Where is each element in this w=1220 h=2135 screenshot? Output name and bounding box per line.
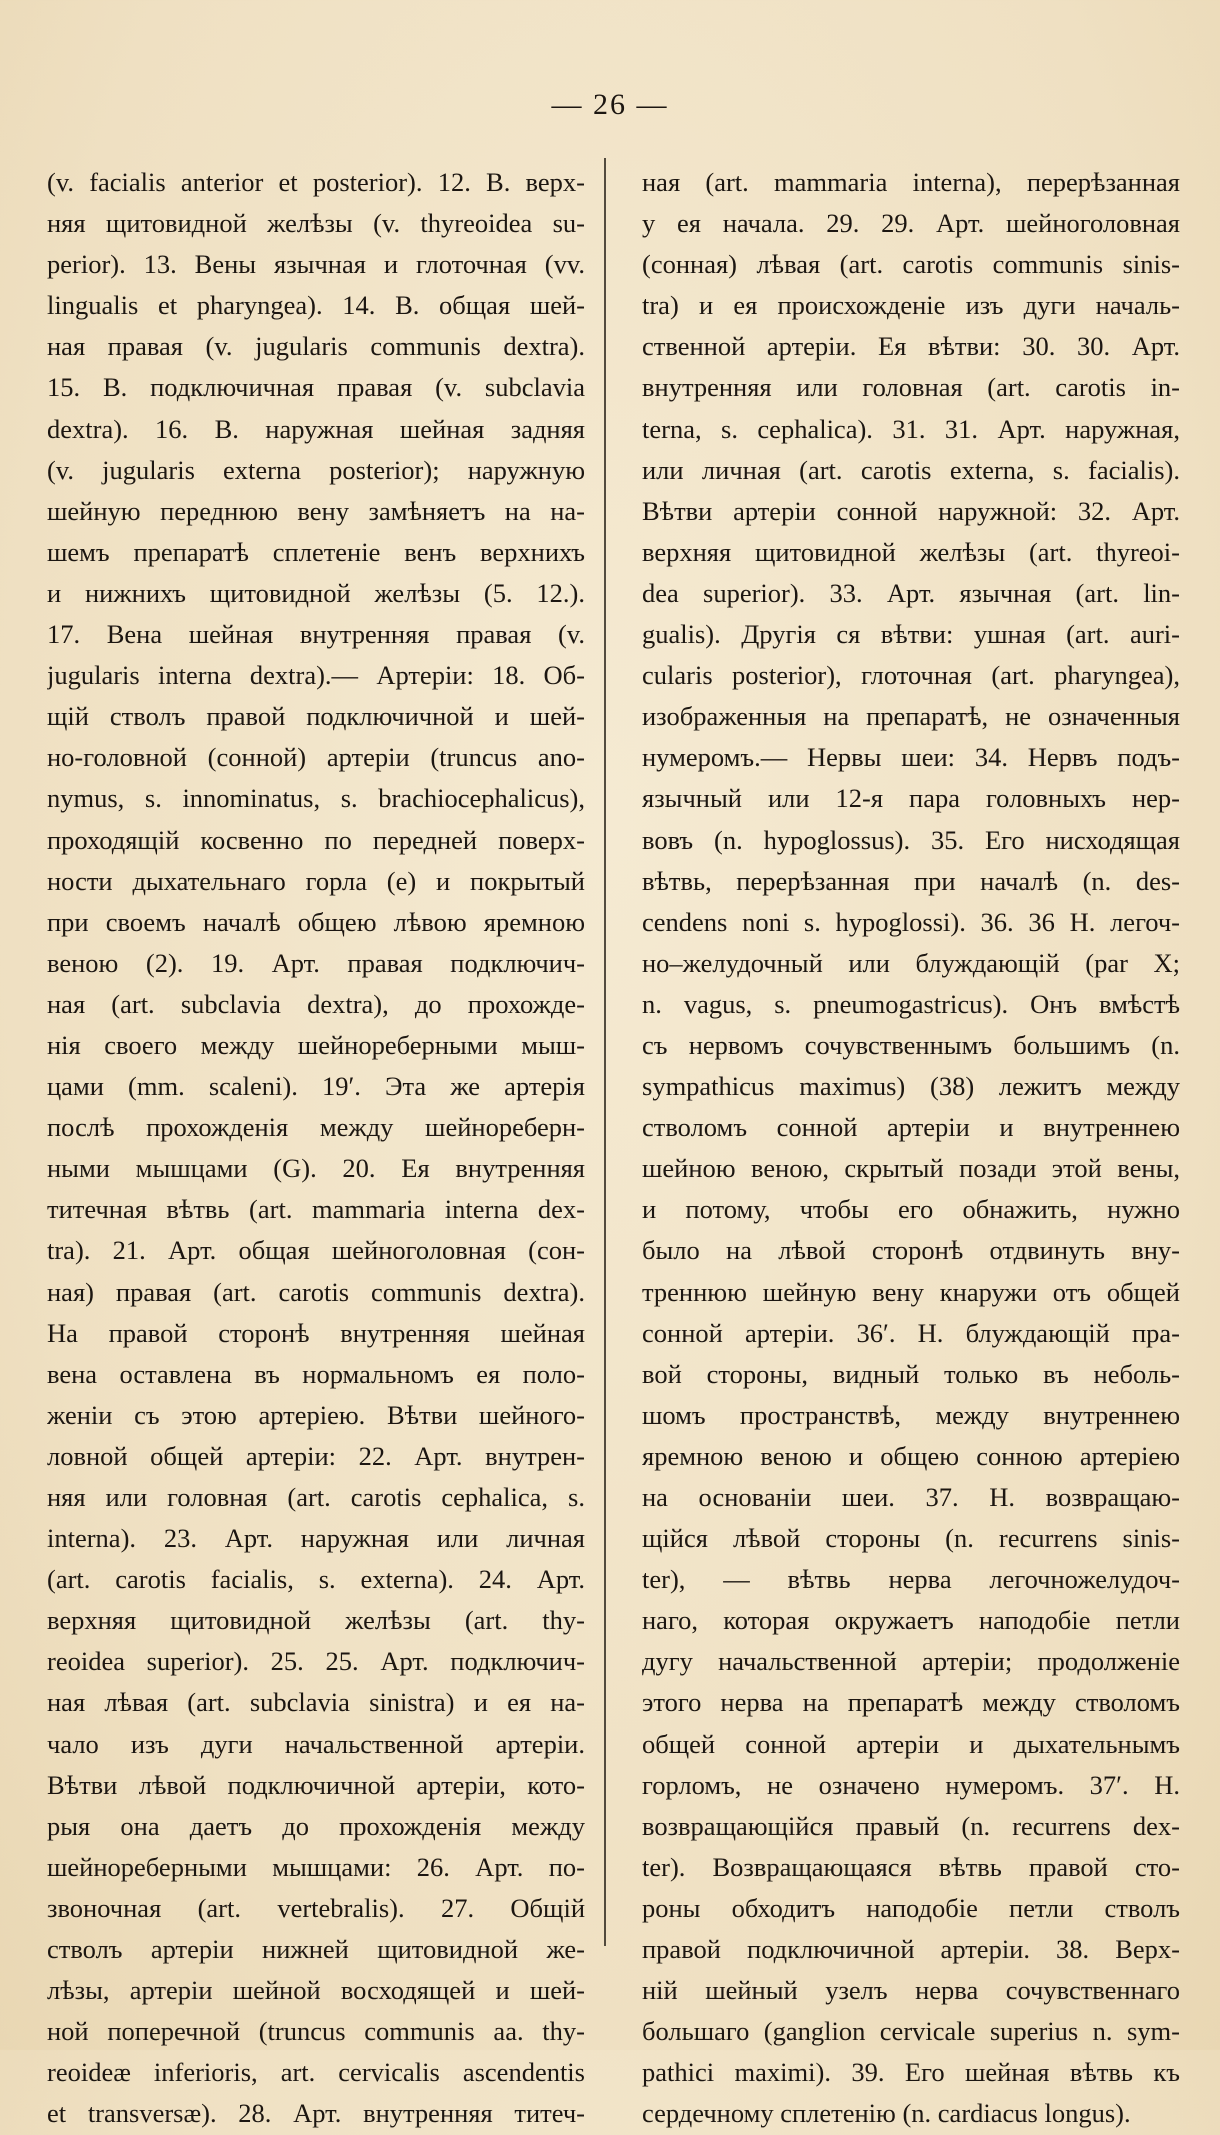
text-line: (v. jugularis externa posterior); наружную bbox=[47, 454, 585, 485]
text-line: проходящій косвенно по передней поверх- bbox=[47, 824, 585, 855]
text-line: reoidea superior). 25. 25. Арт. подключич- bbox=[47, 1646, 585, 1677]
text-line: этого нерва на препаратѣ между стволомъ bbox=[642, 1687, 1180, 1718]
text-line: цами (mm. scaleni). 19′. Эта же артерія bbox=[47, 1071, 585, 1102]
text-line: внутренняя или головная (art. carotis in- bbox=[642, 372, 1180, 403]
text-line: Вѣтви лѣвой подключичной артеріи, кото- bbox=[47, 1769, 585, 1800]
text-line: сонной артеріи. 36′. Н. блуждающій пра- bbox=[642, 1317, 1180, 1348]
text-line: tra) и ея происхожденіе изъ дуги началь- bbox=[642, 290, 1180, 321]
text-line: ній шейный узелъ нерва сочувственнаго bbox=[642, 1975, 1180, 2006]
text-line: ловной общей артеріи: 22. Арт. внутрен- bbox=[47, 1440, 585, 1471]
text-line: ными мышцами (G). 20. Ея внутренняя bbox=[47, 1153, 585, 1184]
text-line: ter). Возвращающаяся вѣтвь правой сто- bbox=[642, 1851, 1180, 1882]
text-line: interna). 23. Арт. наружная или личная bbox=[47, 1523, 585, 1554]
text-line: perior). 13. Вены язычная и глоточная (vv. bbox=[47, 249, 585, 280]
text-line: нія своего между шейнореберными мыш- bbox=[47, 1029, 585, 1060]
text-line: верхняя щитовидной желѣзы (art. thyreoi- bbox=[642, 536, 1180, 567]
text-line: рыя она даетъ до прохожденія между bbox=[47, 1810, 585, 1841]
text-line: общей сонной артеріи и дыхательнымъ bbox=[642, 1728, 1180, 1759]
text-line: вѣтвь, перерѣзанная при началѣ (n. des- bbox=[642, 865, 1180, 896]
text-line: ственной артеріи. Ея вѣтви: 30. 30. Арт. bbox=[642, 331, 1180, 362]
page-number-header: — 26 — bbox=[551, 88, 669, 121]
text-line: шемъ препаратѣ сплетеніе венъ верхнихъ bbox=[47, 536, 585, 567]
text-line: большаго (ganglion cervicale superius n. sym- bbox=[642, 2016, 1180, 2047]
text-line: веною (2). 19. Арт. правая подключич- bbox=[47, 947, 585, 978]
text-line: роны обходитъ наподобіе петли стволъ bbox=[642, 1892, 1180, 1923]
text-line: 15. В. подключичная правая (v. subclavia bbox=[47, 372, 585, 403]
text-line: няя или головная (art. carotis cephalica, s. bbox=[47, 1482, 585, 1512]
text-line: terna, s. cephalica). 31. 31. Арт. наружная, bbox=[642, 413, 1180, 444]
text-line: ter), — вѣтвь нерва легочножелудоч- bbox=[642, 1564, 1180, 1595]
text-line: (сонная) лѣвая (art. carotis communis sinis- bbox=[642, 249, 1180, 280]
text-line: Вѣтви артеріи сонной наружной: 32. Арт. bbox=[642, 495, 1180, 526]
text-line: ная правая (v. jugularis communis dextra). bbox=[47, 331, 585, 362]
text-line: cularis posterior), глоточная (art. pharyngea), bbox=[642, 660, 1180, 691]
text-line: яремною веною и общею сонною артеріею bbox=[642, 1440, 1180, 1471]
text-line: возвращающійся правый (n. recurrens dex- bbox=[642, 1810, 1180, 1841]
text-line: (v. facialis anterior et posterior). 12. В. верх- bbox=[47, 167, 585, 197]
text-line: щійся лѣвой стороны (n. recurrens sinis- bbox=[642, 1523, 1180, 1554]
text-line: вена оставлена въ нормальномъ ея поло- bbox=[47, 1358, 585, 1389]
text-line: и нижнихъ щитовидной желѣзы (5. 12.). bbox=[47, 577, 585, 608]
text-line: на основаніи шеи. 37. Н. возвращаю- bbox=[642, 1482, 1180, 1512]
text-line: но–желудочный или блуждающій (par X; bbox=[642, 947, 1180, 978]
text-line: язычный или 12-я пара головныхъ нер- bbox=[642, 783, 1180, 814]
text-line: стволъ артеріи нижней щитовидной же- bbox=[47, 1934, 585, 1965]
text-line: но-головной (сонной) артеріи (truncus ano- bbox=[47, 742, 585, 773]
text-line: изображенныя на препаратѣ, не означенныя bbox=[642, 701, 1180, 732]
text-line: вой стороны, видный только въ неболь- bbox=[642, 1358, 1180, 1389]
text-line: треннюю шейную вену кнаружи отъ общей bbox=[642, 1276, 1180, 1307]
text-line: или личная (art. carotis externa, s. facialis). bbox=[642, 454, 1180, 485]
text-line: cendens noni s. hypoglossi). 36. 36 Н. легоч- bbox=[642, 906, 1180, 937]
text-line: дугу начальственной артеріи; продолженіе bbox=[642, 1646, 1180, 1677]
text-line: стволомъ сонной артеріи и внутреннею bbox=[642, 1112, 1180, 1143]
text-line: у ея начала. 29. 29. Арт. шейноголовная bbox=[642, 208, 1180, 239]
text-line: титечная вѣтвь (art. mammaria interna dex- bbox=[47, 1194, 585, 1225]
text-line: шейную переднюю вену замѣняетъ на на- bbox=[47, 495, 585, 526]
text-line: верхняя щитовидной желѣзы (art. thy- bbox=[47, 1605, 585, 1636]
text-line: шомъ пространствѣ, между внутреннею bbox=[642, 1399, 1180, 1430]
text-line: послѣ прохожденія между шейнореберн- bbox=[47, 1112, 585, 1143]
right-text-column bbox=[642, 162, 1180, 2135]
text-line: женіи съ этою артеріею. Вѣтви шейного- bbox=[47, 1399, 585, 1430]
text-line: ной поперечной (truncus communis aa. thy- bbox=[47, 2016, 585, 2047]
text-line: шейнореберными мышцами: 26. Арт. по- bbox=[47, 1851, 585, 1882]
text-line: tra). 21. Арт. общая шейноголовная (сон- bbox=[47, 1235, 585, 1266]
column-divider bbox=[604, 158, 606, 1946]
text-line: горломъ, не означено нумеромъ. 37′. Н. bbox=[642, 1769, 1180, 1800]
text-line: lingualis et pharyngea). 14. В. общая шей- bbox=[47, 290, 585, 321]
text-line: dextra). 16. В. наружная шейная задняя bbox=[47, 413, 585, 444]
text-line: ности дыхательнаго горла (e) и покрытый bbox=[47, 865, 585, 896]
text-line: reoideæ inferioris, art. cervicalis ascendentis bbox=[47, 2057, 585, 2088]
text-line: n. vagus, s. pneumogastricus). Онъ вмѣстѣ bbox=[642, 988, 1180, 1019]
text-line: nymus, s. innominatus, s. brachiocephalicus), bbox=[47, 783, 585, 814]
text-line: ная лѣвая (art. subclavia sinistra) и ея на- bbox=[47, 1687, 585, 1718]
text-line: сердечному сплетенію (n. cardiacus longus). bbox=[642, 2098, 1131, 2129]
text-line: На правой сторонѣ внутренняя шейная bbox=[47, 1317, 585, 1348]
text-line: съ нервомъ сочувственнымъ большимъ (n. bbox=[642, 1029, 1180, 1060]
text-line: лѣзы, артеріи шейной восходящей и шей- bbox=[47, 1975, 585, 2006]
text-line: dea superior). 33. Арт. язычная (art. lin- bbox=[642, 577, 1180, 608]
text-line: нумеромъ.— Нервы шеи: 34. Нервъ подъ- bbox=[642, 742, 1180, 773]
text-line: jugularis interna dextra).— Артеріи: 18. Об- bbox=[47, 660, 585, 691]
text-line: чало изъ дуги начальственной артеріи. bbox=[47, 1728, 585, 1759]
text-line: звоночная (art. vertebralis). 27. Общій bbox=[47, 1892, 585, 1923]
text-line: et transversæ). 28. Арт. внутренняя титеч- bbox=[47, 2098, 585, 2129]
text-line: (art. carotis facialis, s. externa). 24. Арт. bbox=[47, 1564, 585, 1595]
text-line: няя щитовидной желѣзы (v. thyreoidea su- bbox=[47, 208, 585, 239]
text-line: наго, которая окружаетъ наподобіе петли bbox=[642, 1605, 1180, 1636]
text-line: gualis). Другія ся вѣтви: ушная (art. auri- bbox=[642, 619, 1180, 650]
text-line: 17. Вена шейная внутренняя правая (v. bbox=[47, 619, 585, 650]
left-text-column bbox=[47, 162, 585, 2135]
text-line: правой подключичной артеріи. 38. Верх- bbox=[642, 1934, 1180, 1965]
text-line: было на лѣвой сторонѣ отдвинуть вну- bbox=[642, 1235, 1180, 1266]
text-line: щій стволъ правой подключичной и шей- bbox=[47, 701, 585, 732]
text-line: ная) правая (art. carotis communis dextra). bbox=[47, 1276, 585, 1307]
text-line: sympathicus maximus) (38) лежитъ между bbox=[642, 1071, 1180, 1102]
text-line: и потому, чтобы его обнажить, нужно bbox=[642, 1194, 1180, 1225]
text-line: шейною веною, скрытый позади этой вены, bbox=[642, 1153, 1180, 1184]
text-line: вовъ (n. hypoglossus). 35. Его нисходящая bbox=[642, 824, 1180, 855]
text-line: ная (art. mammaria interna), перерѣзанная bbox=[642, 167, 1180, 197]
text-line: ная (art. subclavia dextra), до прохожде- bbox=[47, 988, 585, 1019]
text-line: при своемъ началѣ общею лѣвою яремною bbox=[47, 906, 585, 937]
text-line: pathici maximi). 39. Его шейная вѣтвь къ bbox=[642, 2057, 1180, 2088]
